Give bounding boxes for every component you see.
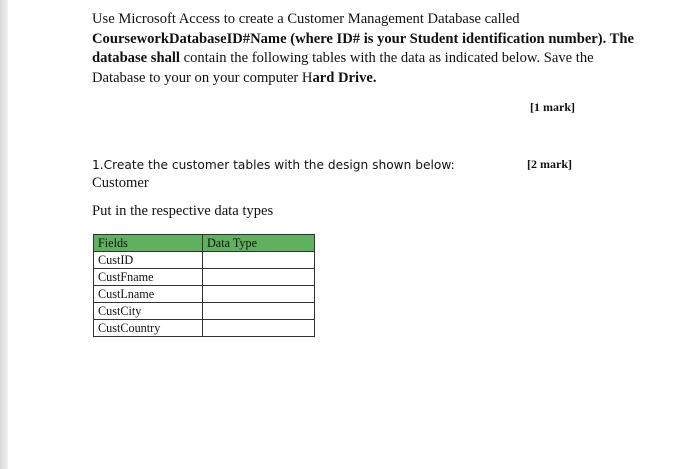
intro-line-1: Use Microsoft Access to create a Customer Management Database called bbox=[92, 11, 520, 27]
intro-line-2: CourseworkDatabaseID#Name (where ID# is your Student identification number). The bbox=[92, 30, 634, 47]
table-row bbox=[94, 286, 315, 303]
field-name-cell: CustLname bbox=[94, 286, 203, 303]
intro-line-4 bbox=[92, 69, 652, 89]
intro-line-3-rest: contain the following tables with the data as indicated below. Save the bbox=[180, 50, 594, 66]
field-name-cell: CustCity bbox=[94, 303, 203, 320]
table-name: Customer bbox=[92, 175, 149, 191]
mark-label-2: [2 mark] bbox=[527, 157, 572, 171]
field-name-cell: CustID bbox=[94, 252, 203, 269]
mark-label-1: [1 mark] bbox=[530, 100, 575, 114]
table-row bbox=[94, 269, 315, 286]
header-fields: Fields bbox=[94, 235, 203, 252]
intro-line-3-bold: database shall bbox=[92, 50, 180, 66]
data-type-cell bbox=[203, 303, 315, 320]
page-edge-strip bbox=[0, 0, 8, 469]
data-type-cell bbox=[203, 320, 315, 337]
data-type-cell bbox=[203, 252, 315, 269]
data-type-cell bbox=[203, 286, 315, 303]
intro-paragraph bbox=[92, 10, 652, 88]
customer-design-table bbox=[93, 234, 315, 337]
field-name-cell: CustCountry bbox=[94, 320, 203, 337]
data-type-cell bbox=[203, 269, 315, 286]
table-header-row bbox=[94, 235, 315, 252]
intro-line-4-start: Database to your on your computer H bbox=[92, 69, 313, 86]
table-row bbox=[94, 252, 315, 269]
header-data-type: Data Type bbox=[203, 235, 315, 252]
table-row bbox=[94, 303, 315, 320]
table-row bbox=[94, 320, 315, 337]
task-block bbox=[92, 156, 455, 192]
intro-line-3 bbox=[92, 49, 652, 69]
field-name-cell: CustFname bbox=[94, 269, 203, 286]
intro-line-4-bold: ard Drive. bbox=[312, 69, 377, 86]
task-question: 1.Create the customer tables with the design shown below: bbox=[92, 158, 455, 172]
data-type-hint: Put in the respective data types bbox=[92, 203, 274, 219]
